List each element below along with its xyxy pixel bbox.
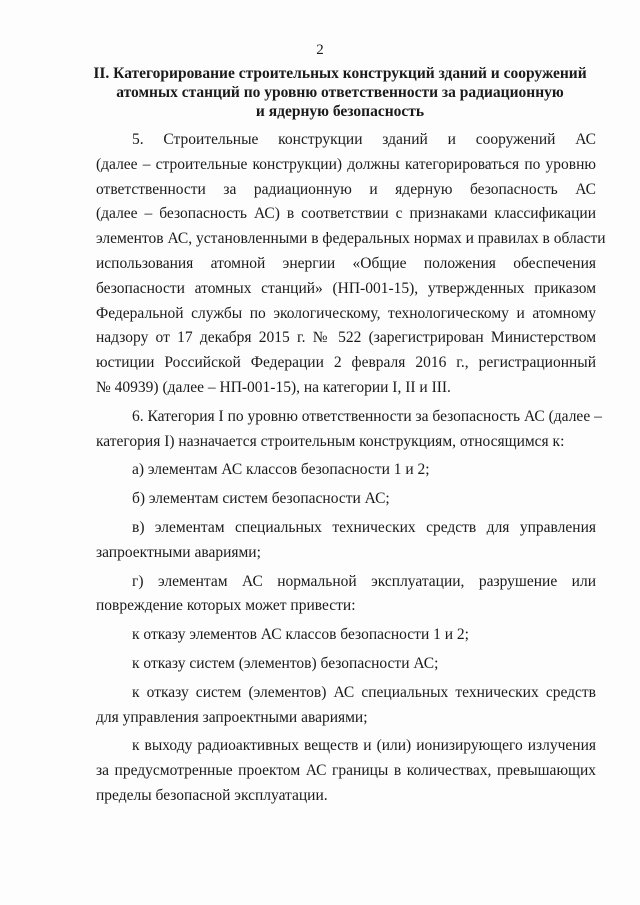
paragraph-5	[96, 128, 606, 401]
sub-item-1	[96, 623, 596, 648]
text-line: использования атомной энергии «Общие положения обеспечения	[96, 254, 596, 272]
text-line: к отказу систем (элементов) АС специальных технических средств	[132, 683, 596, 701]
item-v	[96, 516, 596, 566]
text-line: б) элементам систем безопасности АС;	[132, 490, 390, 508]
text-line: запроектными авариями;	[96, 543, 261, 561]
paragraph-6	[96, 405, 602, 455]
text-line: категория I) назначается строительным конструкциям, относящимся к:	[96, 432, 565, 450]
text-line: (далее – безопасность АС) в соответствии с признаками классификации	[96, 205, 596, 223]
text-line: в) элементам специальных технических средств для управления	[132, 518, 596, 536]
document-body	[96, 128, 606, 809]
item-a	[96, 458, 596, 483]
text-line: элементов АС, установленными в федеральных нормах и правилах в области	[96, 230, 606, 248]
section-title-line: атомных станций по уровню ответственности за радиационную	[116, 84, 564, 101]
text-line: к отказу элементов АС классов безопасности 1 и 2;	[132, 626, 469, 644]
section-title	[90, 64, 590, 121]
text-line: Федеральной службы по экологическому, технологическому и атомному	[96, 304, 596, 322]
section-title-line: и ядерную безопасность	[255, 103, 425, 120]
text-line: безопасности атомных станций» (НП-001-15), утвержденных приказом	[96, 279, 596, 297]
text-line: (далее – строительные конструкции) должны категорироваться по уровню	[96, 155, 596, 173]
sub-item-3	[96, 681, 596, 731]
text-line: ответственности за радиационную и ядерную безопасность АС	[96, 180, 596, 198]
text-line: к отказу систем (элементов) безопасности АС;	[132, 654, 439, 672]
section-title-line: II. Категорирование строительных конструкций зданий и сооружений	[93, 65, 587, 82]
item-g	[96, 570, 596, 620]
text-line: № 40939) (далее – НП-001-15), на категории I, II и III.	[96, 378, 451, 396]
text-line: г) элементам АС нормальной эксплуатации, разрушение или	[132, 572, 596, 590]
sub-item-2	[96, 652, 596, 677]
text-line: юстиции Российской Федерации 2 февраля 2016 г., регистрационный	[96, 354, 596, 372]
text-line: за предусмотренные проектом АС границы в количествах, превышающих	[96, 762, 596, 780]
text-line: 6. Категория I по уровню ответственности за безопасность АС (далее –	[132, 407, 602, 425]
page-number: 2	[316, 42, 324, 58]
item-b	[96, 487, 596, 512]
text-line: повреждение которых может привести:	[96, 597, 356, 615]
text-line: надзору от 17 декабря 2015 г. № 522 (зарегистрирован Министерством	[96, 329, 596, 347]
text-line: пределы безопасной эксплуатации.	[96, 786, 328, 804]
text-line: 5. Строительные конструкции зданий и сооружений АС	[132, 131, 596, 148]
text-line: а) элементам АС классов безопасности 1 и 2;	[132, 461, 430, 479]
text-line: к выходу радиоактивных веществ и (или) ионизирующего излучения	[132, 737, 596, 755]
text-line: для управления запроектными авариями;	[96, 708, 368, 726]
sub-item-4	[96, 734, 596, 808]
